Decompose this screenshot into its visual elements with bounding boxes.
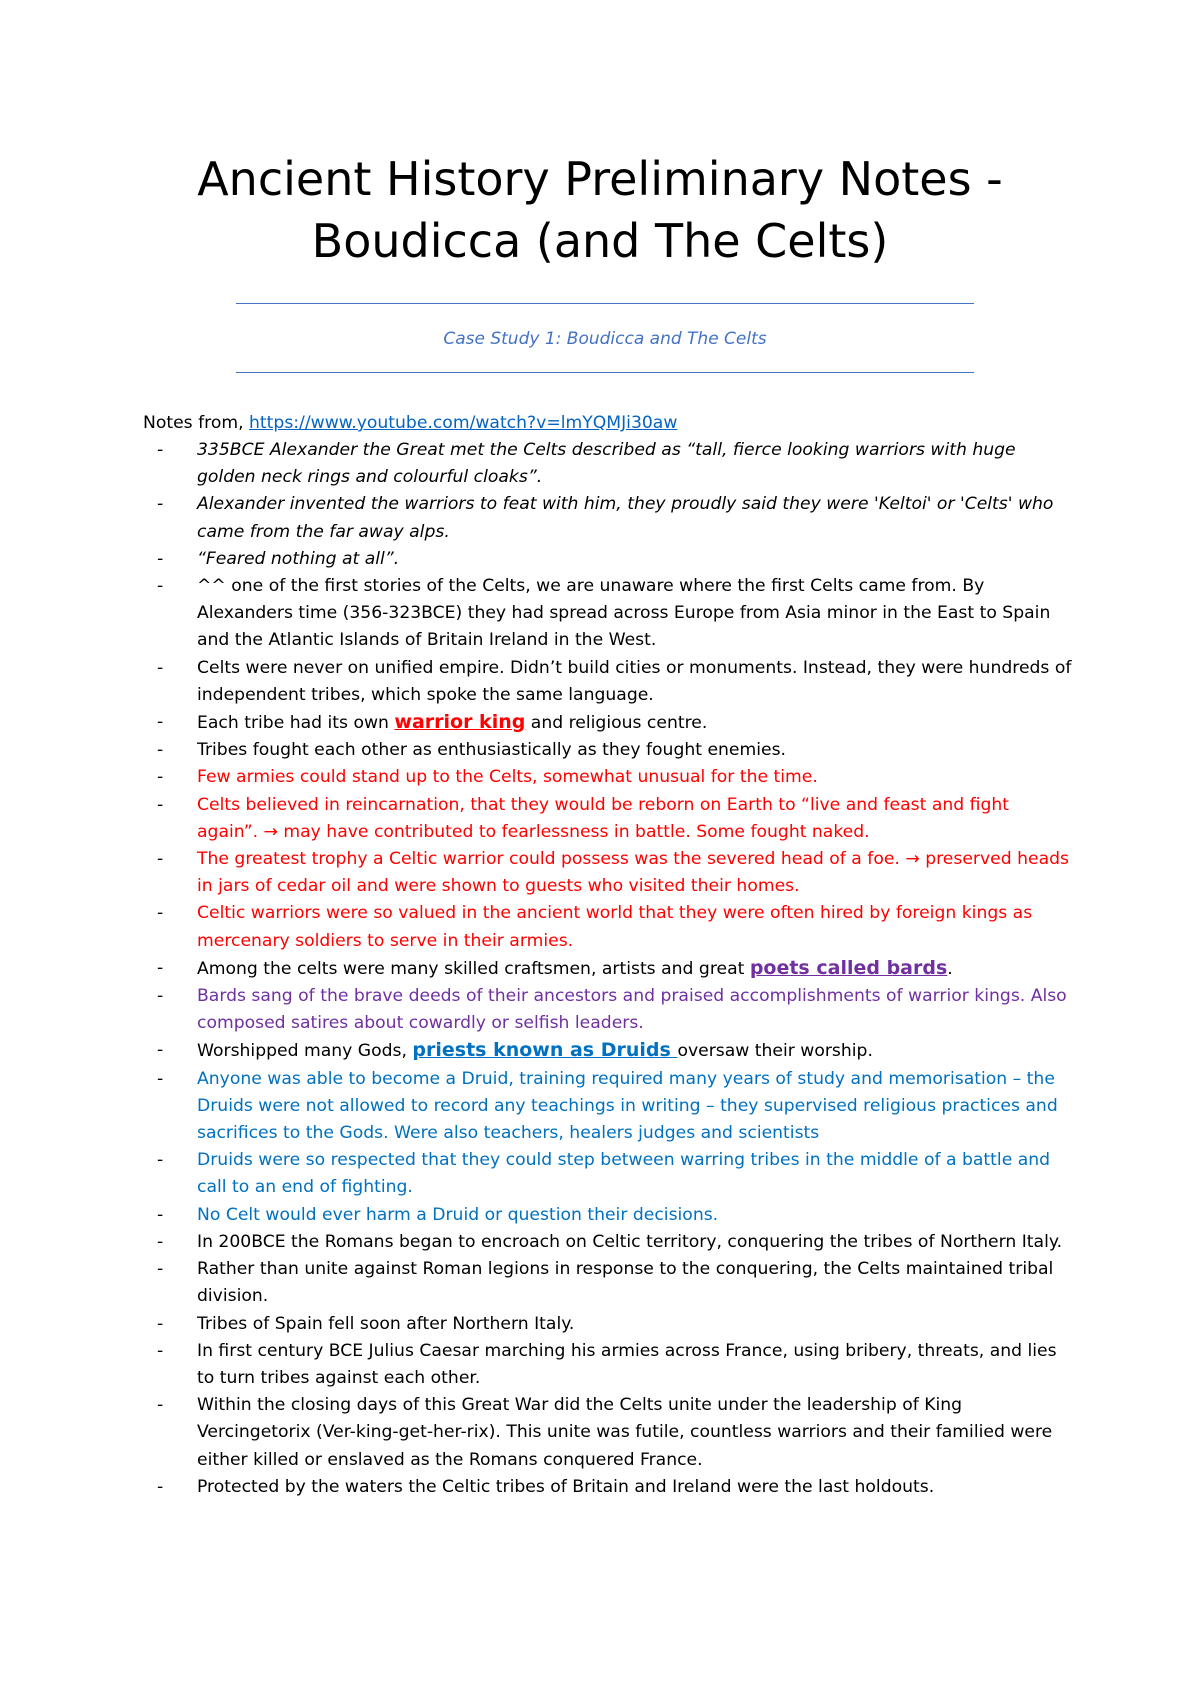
- list-item: [143, 846, 1073, 900]
- dash-marker: -: [157, 1150, 164, 1171]
- list-item: [143, 491, 1073, 545]
- list-item-text: In 200BCE the Romans began to encroach on Celtic territory, conquering the tribes of Northern Italy.: [197, 1231, 1063, 1252]
- list-item-text: “Feared nothing at all”.: [197, 548, 400, 569]
- dash-marker: -: [157, 986, 164, 1007]
- list-item: [143, 1147, 1073, 1201]
- dash-marker: -: [157, 1259, 164, 1280]
- dash-marker: -: [157, 740, 164, 761]
- list-item: [143, 900, 1073, 954]
- dash-marker: -: [157, 849, 164, 870]
- list-item: [143, 709, 1073, 737]
- document-title: [100, 148, 1100, 272]
- list-item: [143, 1066, 1073, 1148]
- title-line-1: Ancient History Preliminary Notes -: [197, 152, 1003, 206]
- list-item: [143, 955, 1073, 983]
- list-item: [143, 1256, 1073, 1310]
- list-item: [143, 1338, 1073, 1392]
- notes-from: [143, 410, 677, 437]
- list-item-text: Anyone was able to become a Druid, training required many years of study and memorisation – the Druids were not allowed to record any teachings in writing – they supervised religious practices and sacrifices to the Gods. Were also teachers, healers judges and scientists: [197, 1068, 1058, 1144]
- list-item: [143, 655, 1073, 709]
- list-item: [143, 1037, 1073, 1065]
- emphasis-poets-called-bards: poets called bards: [749, 956, 948, 979]
- list-item-text: .: [947, 958, 953, 979]
- dash-marker: -: [157, 1395, 164, 1416]
- list-item-text: Celts believed in reincarnation, that they would be reborn on Earth to “live and feast and fight again”. → may have contributed to fearlessness in battle. Some fought naked.: [197, 794, 1009, 842]
- list-item-text: Few armies could stand up to the Celts, somewhat unusual for the time.: [197, 767, 818, 788]
- notes-list: [143, 437, 1073, 1501]
- list-item-text: and religious centre.: [525, 713, 708, 734]
- dash-marker: -: [157, 794, 164, 815]
- dash-marker: -: [157, 1231, 164, 1252]
- list-item-text: Protected by the waters the Celtic tribes of Britain and Ireland were the last holdouts.: [197, 1476, 935, 1497]
- list-item-text: ^^ one of the first stories of the Celts, we are unaware where the first Celts came from. By Alexanders time (356-323BCE) they had spread across Europe from Asia minor in the East to Spain and the Atlantic Islands of Britain Ireland in the West.: [197, 576, 1051, 651]
- dash-marker: -: [157, 440, 164, 460]
- list-item-text: The greatest trophy a Celtic warrior could possess was the severed head of a foe. → preserved heads in jars of cedar oil and were shown to guests who visited their homes.: [197, 849, 1069, 897]
- dash-marker: -: [157, 1040, 164, 1061]
- dash-marker: -: [157, 767, 164, 788]
- list-item: [143, 792, 1073, 846]
- list-item: [143, 983, 1073, 1037]
- list-item-text: 335BCE Alexander the Great met the Celts described as “tall, fierce looking warriors with huge golden neck rings and colourful cloaks”.: [197, 440, 1016, 488]
- list-item: [143, 546, 1073, 573]
- list-item-text: Each tribe had its own: [197, 713, 395, 734]
- list-item: [143, 573, 1073, 655]
- dash-marker: -: [157, 576, 164, 597]
- subtitle-rule-top: [236, 303, 974, 304]
- list-item-text: Druids were so respected that they could step between warring tribes in the middle of a battle and call to an end of fighting.: [197, 1150, 1051, 1198]
- title-line-2: Boudicca (and The Celts): [311, 214, 889, 268]
- list-item-text: Alexander invented the warriors to feat with him, they proudly said they were 'Keltoi' or 'Celts' who came from the far away alps.: [197, 494, 1054, 542]
- list-item-text: Among the celts were many skilled craftsmen, artists and great: [197, 958, 750, 979]
- dash-marker: -: [157, 957, 164, 978]
- dash-marker: -: [157, 494, 164, 515]
- list-item: [143, 764, 1073, 791]
- list-item-text: No Celt would ever harm a Druid or question their decisions.: [197, 1204, 719, 1225]
- dash-marker: -: [157, 903, 164, 924]
- dash-marker: -: [157, 1476, 164, 1497]
- subtitle-rule-bottom: [236, 372, 974, 373]
- list-item: [143, 1229, 1073, 1256]
- list-item: [143, 737, 1073, 764]
- list-item-text: Tribes fought each other as enthusiastically as they fought enemies.: [197, 740, 786, 761]
- list-item-text: Bards sang of the brave deeds of their ancestors and praised accomplishments of warrior kings. Also composed satires about cowardly or selfish leaders.: [197, 986, 1067, 1034]
- dash-marker: -: [157, 657, 164, 678]
- emphasis-priests-known-as-druids: priests known as Druids: [412, 1039, 678, 1062]
- list-item-text: Worshipped many Gods,: [197, 1041, 413, 1062]
- list-item: [143, 437, 1073, 491]
- source-link[interactable]: https://www.youtube.com/watch?v=lmYQMJi30aw: [249, 413, 678, 433]
- dash-marker: -: [157, 1204, 164, 1225]
- dash-marker: -: [157, 1068, 164, 1089]
- list-item-text: Tribes of Spain fell soon after Northern Italy.: [197, 1313, 575, 1334]
- notes-from-label: Notes from,: [143, 413, 250, 433]
- list-item: [143, 1474, 1073, 1501]
- list-item: [143, 1202, 1073, 1229]
- list-item-text: Within the closing days of this Great War did the Celts unite under the leadership of King Vercingetorix (Ver-king-get-her-rix). This unite was futile, countless warriors and their familied were either killed or enslaved as the Romans conquered France.: [197, 1395, 1053, 1470]
- emphasis-warrior-king: warrior king: [394, 711, 526, 734]
- list-item: [143, 1392, 1073, 1474]
- dash-marker: -: [157, 1340, 164, 1361]
- dash-marker: -: [157, 1313, 164, 1334]
- list-item-text: Rather than unite against Roman legions in response to the conquering, the Celts maintained tribal division.: [197, 1259, 1054, 1307]
- dash-marker: -: [157, 548, 164, 569]
- subtitle: Case Study 1: Boudicca and The Celts: [443, 329, 767, 349]
- list-item-text: In first century BCE Julius Caesar marching his armies across France, using bribery, threats, and lies to turn tribes against each other.: [197, 1340, 1057, 1388]
- list-item: [143, 1311, 1073, 1338]
- list-item-text: Celtic warriors were so valued in the ancient world that they were often hired by foreign kings as mercenary soldiers to serve in their armies.: [197, 903, 1033, 951]
- dash-marker: -: [157, 712, 164, 733]
- list-item-text: oversaw their worship.: [677, 1041, 873, 1062]
- list-item-text: Celts were never on unified empire. Didn’t build cities or monuments. Instead, they were hundreds of independent tribes, which spoke the same language.: [197, 657, 1072, 705]
